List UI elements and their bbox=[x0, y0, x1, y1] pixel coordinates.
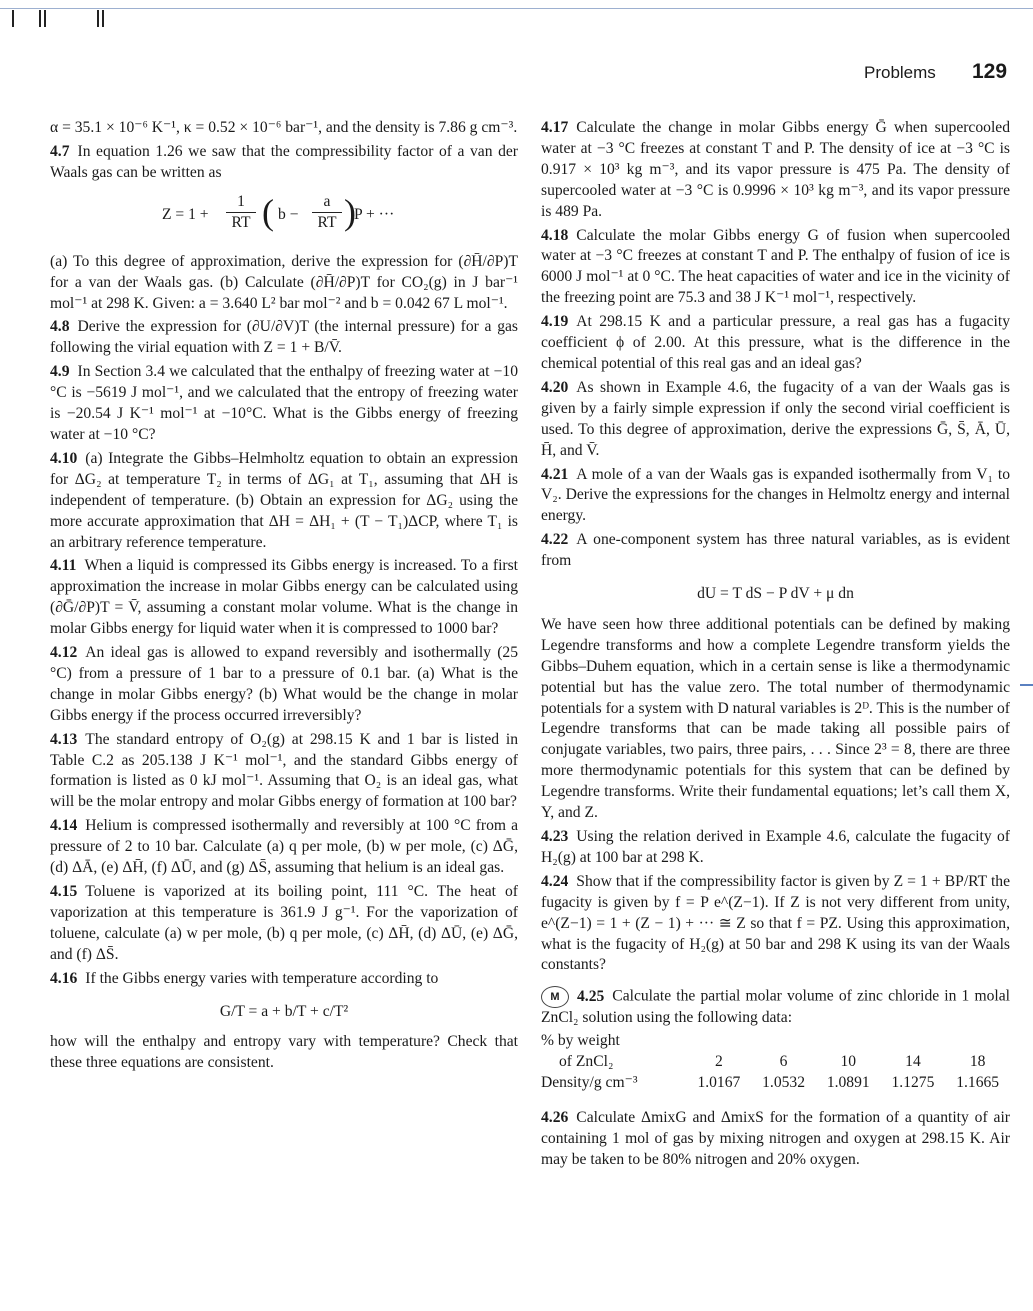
problem-4-23: 4.23 Using the relation derived in Example 4.6, calculate the fugacity of H₂(g) at 100 bar at 298 K. bbox=[541, 828, 1010, 866]
zncl2-density-table bbox=[541, 1031, 1010, 1094]
problem-4-16-continuation: how will the enthalpy and entropy vary with temperature? Check that these three equations are consistent. bbox=[50, 1033, 518, 1072]
problem-4-14: 4.14 Helium is compressed isothermally and reversibly at 100 °C from a pressure of 2 to 10 bar. Calculate (a) q per mole, (b) w per mole, (c) ΔḠ, (d) ΔĀ, (e) ΔH̄, (f) ΔŪ, and (g) ΔS̄, assuming that helium is an ideal gas. bbox=[50, 817, 518, 877]
problem-4-15: 4.15 Toluene is vaporized at its boiling point, 111 °C. The heat of vaporization at this temperature is 361.9 J g⁻¹. For the vaporization of toluene, calculate (a) w per mole, (b) q per mole, (c) ΔH̄, (d) ΔŪ, (e) ΔḠ, and (f) ΔS̄. bbox=[50, 883, 518, 963]
table-cell: 1.0891 bbox=[826, 1074, 870, 1092]
running-header-title: Problems bbox=[864, 63, 936, 82]
table-row bbox=[541, 1052, 1010, 1073]
margin-tick bbox=[39, 10, 41, 27]
page-number: 129 bbox=[972, 60, 1008, 83]
table-row bbox=[541, 1031, 1010, 1052]
problem-4-24: 4.24 Show that if the compressibility factor is given by Z = 1 + BP/RT the fugacity is given by f = P e^(Z−1). If Z is not very different from unity, e^(Z−1) = 1 + (Z − 1) + ··· ≅ Z so that f = PZ. Using this approximation, what is the fugacity of H₂(g) at 50 bar and 298 K using its van der Waals constants? bbox=[541, 872, 1010, 974]
problem-4-11: 4.11 When a liquid is compressed its Gibbs energy is increased. To a first approximation the increase in molar Gibbs energy can be calculated using (∂Ḡ/∂P)T = V̄, assuming a constant molar volume. What is the change in molar Gibbs energy for liquid water when it is compressed to 1000 bar? bbox=[50, 557, 518, 638]
problem-4-22: 4.22 A one-component system has three natural variables, as is evident from bbox=[541, 531, 1010, 570]
table-label: of ZnCl₂ bbox=[559, 1053, 614, 1071]
problem-4-8: 4.8 Derive the expression for (∂U/∂V)T (the internal pressure) for a gas following the virial equation with Z = 1 + B/V̄. bbox=[50, 318, 518, 357]
mathematica-icon: M bbox=[541, 986, 569, 1008]
problem-4-22-continuation: We have seen how three additional potentials can be defined by making Legendre transforms and how a complete Legendre transform yields the Gibbs–Duhem equation, which in a certain sense is like a thermodynamic potential but has the value zero. The total number of thermodynamic potentials for a system with D natural variables is 2ᴰ. This is the number of Legendre transforms that can be made taking all possible pairs of conjugate variables, two pairs, three pairs, . . . Since 2³ = 8, there are three more thermodynamic potentials for this system that can be defined by Legendre transforms. Write their fundamental equations; let’s call them X, Y, and Z. bbox=[541, 615, 1010, 822]
table-cell: 14 bbox=[905, 1053, 921, 1071]
problem-4-16: 4.16 If the Gibbs energy varies with temperature according to bbox=[50, 969, 439, 987]
table-cell: 6 bbox=[779, 1053, 788, 1071]
table-cell: 1.0532 bbox=[762, 1074, 806, 1092]
problem-4-18: 4.18 Calculate the molar Gibbs energy G of fusion when supercooled water at −3 °C freezes at constant T and P. The enthalpy of fusion of ice is 6000 J mol⁻¹ at 0 °C. The heat capacities of water and ice in the vicinity of the freezing point are 75.3 and 38 J K⁻¹ mol⁻¹, respectively. bbox=[541, 226, 1010, 307]
fundamental-equation: dU = T dS − P dV + μ dn bbox=[697, 585, 854, 603]
table-cell: 1.1665 bbox=[956, 1074, 1000, 1092]
gibbs-temperature-equation: G/T = a + b/T + c/T² bbox=[219, 1002, 349, 1020]
problem-4-20: 4.20 As shown in Example 4.6, the fugacity of a van der Waals gas is given by a fairly simple expression if only the second virial coefficient is used. To this degree of approximation, derive the expressions Ḡ, S̄, Ā, Ū, H̄, and V̄. bbox=[541, 378, 1010, 459]
problem-4-19: 4.19 At 298.15 K and a particular pressure, a real gas has a fugacity coefficient ϕ of 2.00. At this pressure, what is the difference in the chemical potential of this real gas and an ideal gas? bbox=[541, 313, 1010, 372]
edge-marker bbox=[1020, 684, 1033, 686]
problem-4-21: 4.21 A mole of a van der Waals gas is expanded isothermally from V₁ to V₂. Derive the expressions for the changes in Helmoltz energy and internal energy. bbox=[541, 465, 1010, 525]
table-cell: 1.0167 bbox=[697, 1074, 741, 1092]
problem-4-12: 4.12 An ideal gas is allowed to expand reversibly and isothermally (25 °C) from a pressure of 1 bar to a pressure of 0.1 bar. (a) What is the change in molar Gibbs energy? (b) What would be the change in molar Gibbs energy if the process occurred irreversibly? bbox=[50, 644, 518, 724]
margin-tick bbox=[102, 10, 104, 27]
table-cell: 10 bbox=[840, 1053, 857, 1071]
table-cell: 1.1275 bbox=[891, 1074, 935, 1092]
table-row bbox=[541, 1073, 1010, 1094]
problem-4-17: 4.17 Calculate the change in molar Gibbs energy Ḡ when supercooled water at −3 °C freezes at constant T and P. The density of ice at −3 °C is 0.917 × 10³ kg m⁻³, and its vapor pressure is 475 Pa. The density of supercooled water at −3 °C is 0.9996 × 10³ kg m⁻³, and its vapor pressure is 489 Pa. bbox=[541, 119, 1010, 220]
margin-tick bbox=[97, 10, 99, 27]
right-column bbox=[541, 118, 1010, 1171]
table-cell: 18 bbox=[969, 1053, 986, 1071]
problem-4-7: 4.7 In equation 1.26 we saw that the compressibility factor of a van der Waals gas can be written as bbox=[50, 142, 518, 181]
problem-4-10: 4.10 (a) Integrate the Gibbs–Helmholtz equation to obtain an expression for ΔG₂ at temperature T₂ in terms of ΔG₁ at T₁, assuming that ΔH is independent of temperature. (b) Obtain an expression for ΔG₂ using the more accurate approximation that ΔH = ΔH₁ + (T − T₁)ΔCP, where T₁ is an arbitrary reference temperature. bbox=[50, 449, 518, 551]
problem-4-9: 4.9 In Section 3.4 we calculated that the enthalpy of freezing water at −10 °C is −5619 J mol⁻¹, and we calculated that the entropy of freezing water is −20.54 J K⁻¹ mol⁻¹ at −10°C. What is the Gibbs energy of freezing water at −10 °C? bbox=[50, 363, 518, 443]
table-label: % by weight bbox=[541, 1032, 620, 1050]
problem-4-26: 4.26 Calculate ΔmixG and ΔmixS for the formation of a quantity of air containing 1 mol of gas by mixing nitrogen and oxygen at 298.15 K. Air may be taken to be 80% nitrogen and 20% oxygen. bbox=[541, 1108, 1010, 1168]
margin-tick bbox=[12, 10, 14, 27]
problem-4-7-parts: (a) To this degree of approximation, derive the expression for (∂H̄/∂P)T for a van der Waals gas. (b) Calculate (∂H̄/∂P)T for CO₂(g) in J bar⁻¹ mol⁻¹ at 298 K. Given: a = 3.640 L² bar mol⁻² and b = 0.042 67 L mol⁻¹. bbox=[50, 252, 518, 312]
top-border bbox=[0, 0, 1033, 9]
table-cell: 2 bbox=[714, 1053, 723, 1071]
vdw-compressibility-equation: Z = 1 + 1 RT ( b − a RT ) P + ··· bbox=[162, 191, 395, 232]
table-label: Density/g cm⁻³ bbox=[541, 1074, 638, 1092]
problem-continuation: α = 35.1 × 10⁻⁶ K⁻¹, κ = 0.52 × 10⁻⁶ bar⁻¹, and the density is 7.86 g cm⁻³. bbox=[50, 119, 518, 136]
problem-4-25: M 4.25 Calculate the partial molar volume of zinc chloride in 1 molal ZnCl₂ solution using the following data: bbox=[541, 987, 1010, 1027]
problem-4-13: 4.13 The standard entropy of O₂(g) at 298.15 K and 1 bar is listed in Table C.2 as 205.138 J K⁻¹ mol⁻¹, and the standard Gibbs energy of formation is listed as 0 kJ mol⁻¹. Assuming that O₂ is an ideal gas, what will be the molar entropy and molar Gibbs energy of formation at 100 bar? bbox=[50, 730, 518, 811]
left-column bbox=[50, 118, 518, 1074]
margin-tick bbox=[44, 10, 46, 27]
